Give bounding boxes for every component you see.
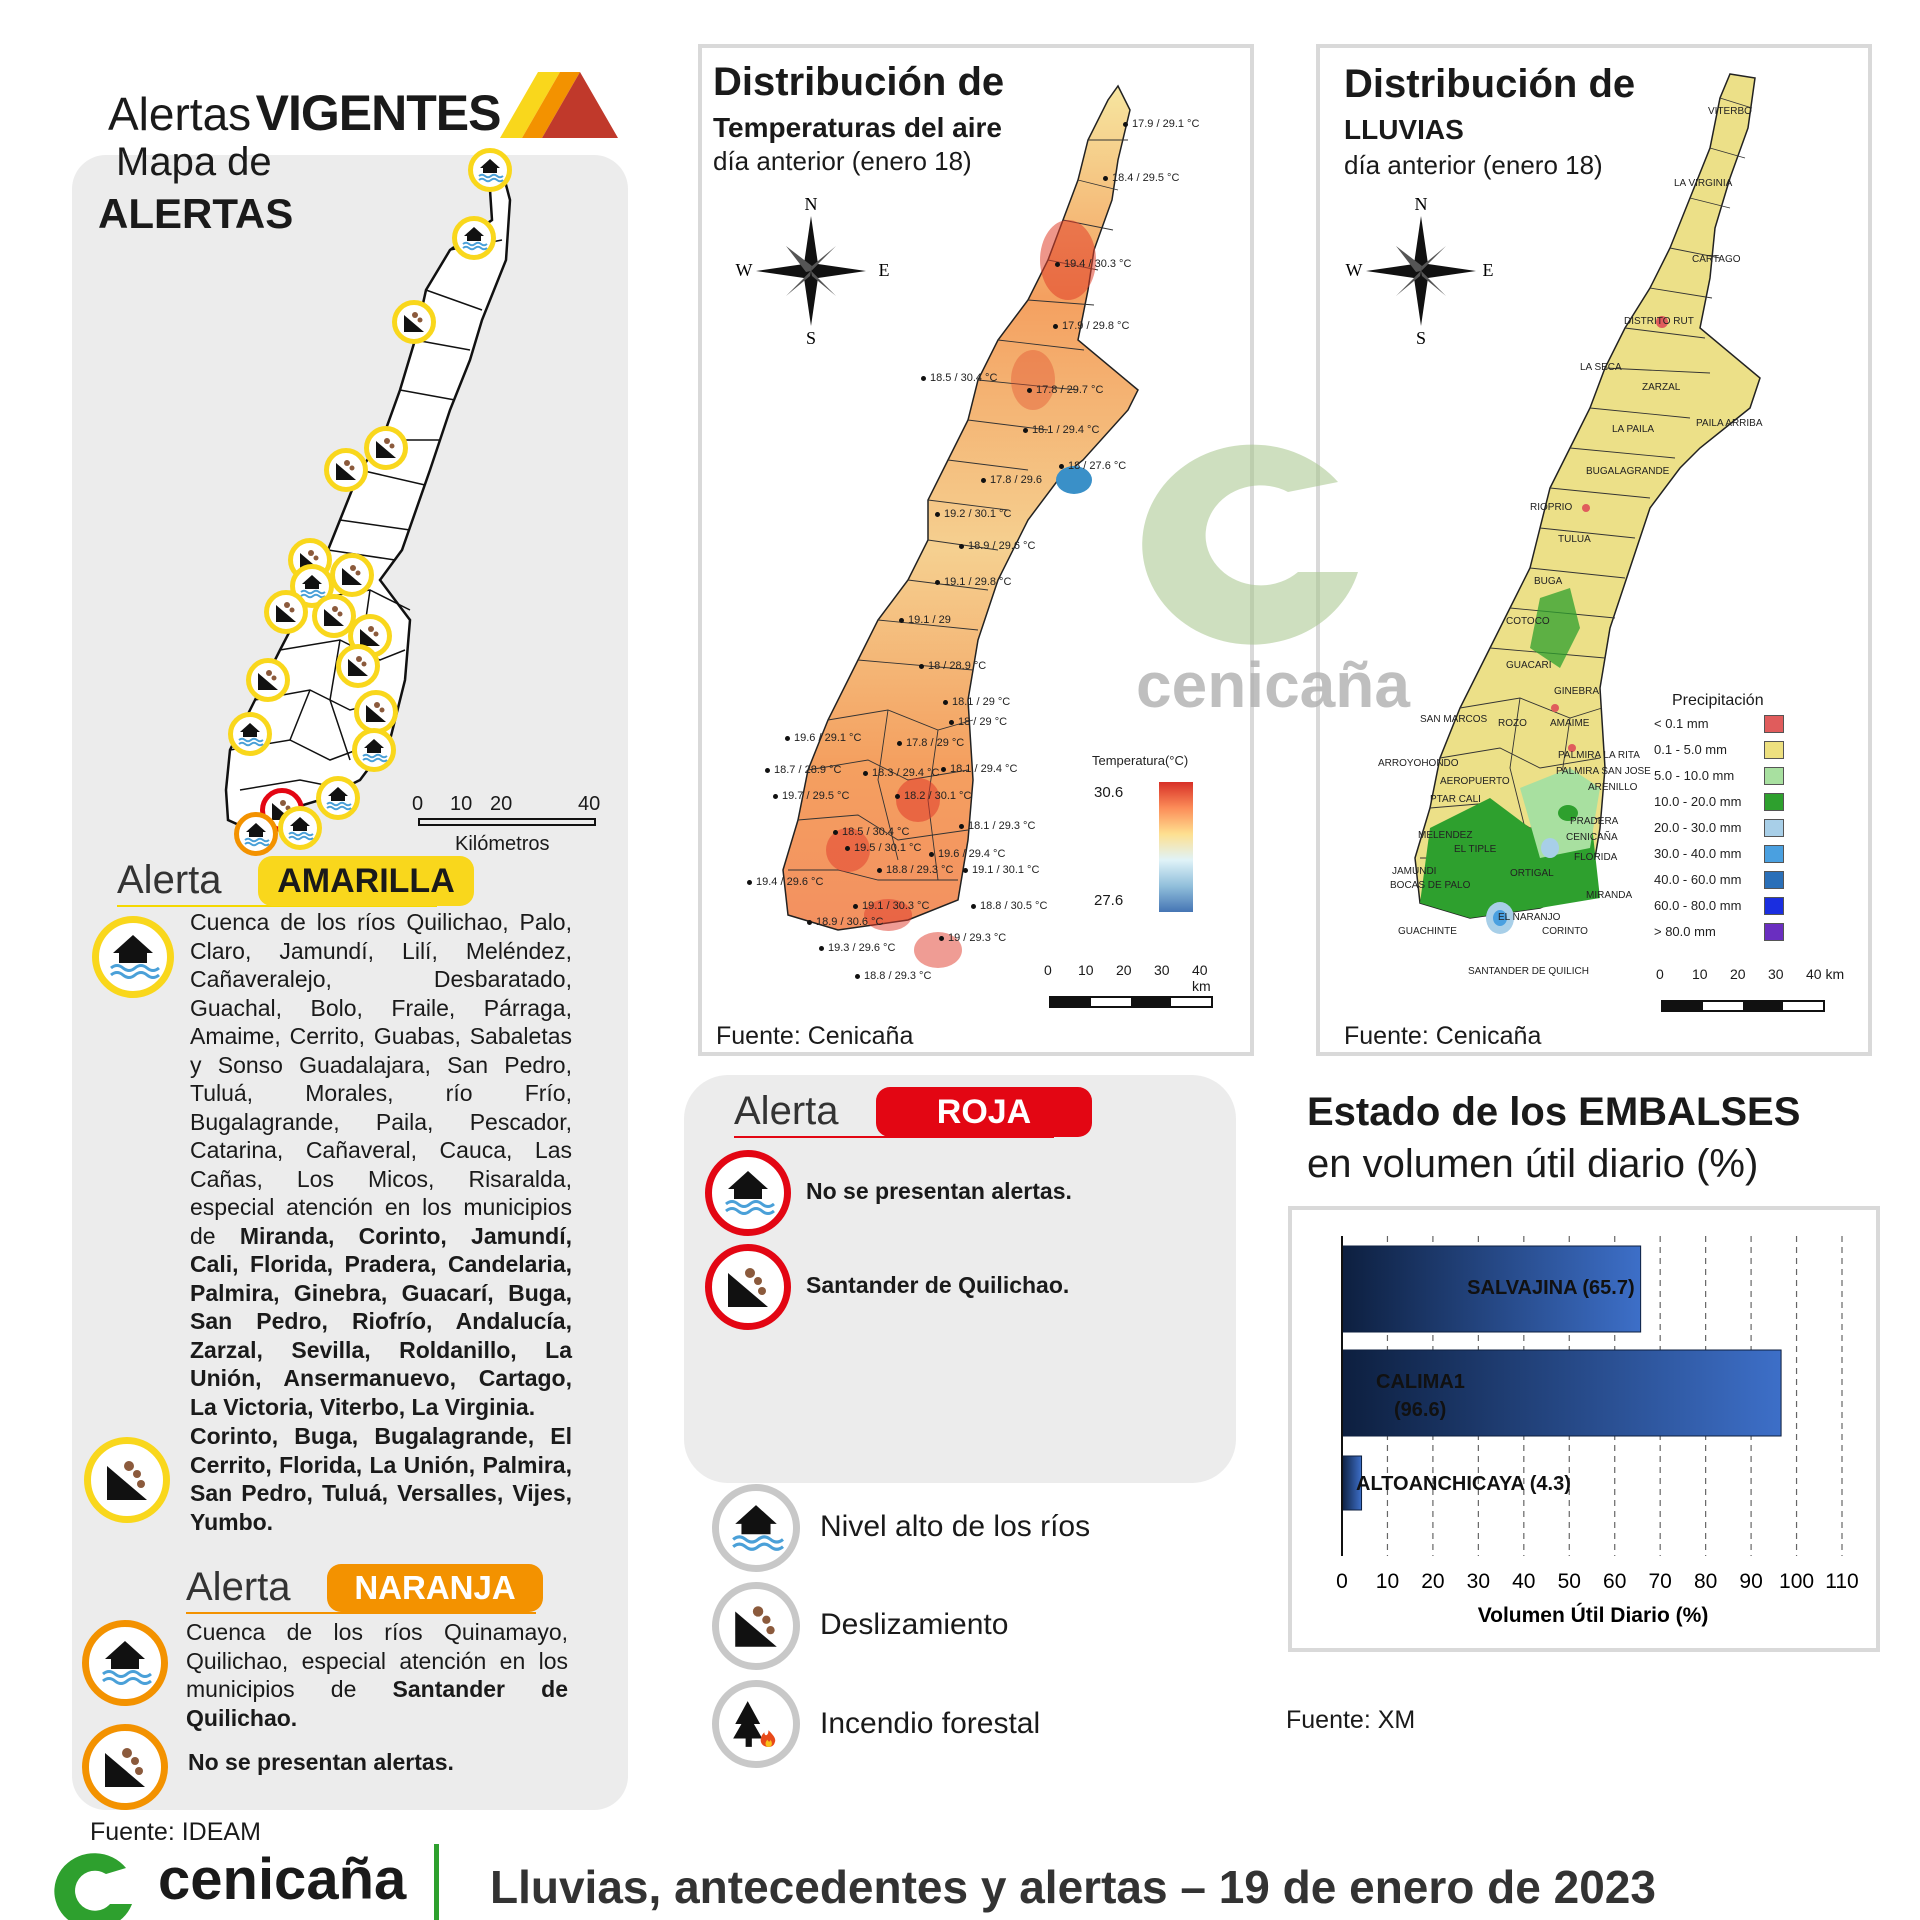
rain-scale-bar — [1652, 966, 1852, 1016]
svg-text:W: W — [1345, 260, 1363, 280]
temp-legend-title: Temperatura(°C) — [1092, 753, 1189, 768]
temp-station-dot — [895, 794, 900, 799]
temp-station-dot — [963, 868, 968, 873]
chart-data-label: ALTOANCHICAYA (4.3) — [1356, 1473, 1571, 1495]
rain-place-label: BUGALAGRANDE — [1586, 466, 1670, 477]
chart-data-label: CALIMA1 — [1376, 1371, 1465, 1393]
rain-place-label: LA VIRGINIA — [1674, 178, 1733, 189]
rain-place-label: PAILA ARRIBA — [1696, 418, 1763, 429]
chart-x-tick-label: 60 — [1603, 1570, 1627, 1593]
rain-legend-label: 60.0 - 80.0 mm — [1654, 898, 1742, 913]
map-subtitle-bold: ALERTAS — [98, 190, 294, 237]
rain-legend-swatch — [1764, 871, 1784, 889]
temp-station-label: 19.1 / 29 — [908, 614, 951, 626]
temp-station-label: 18.1 / 29.4 °C — [950, 763, 1018, 775]
temp-station-label: 17.9 / 29.8 °C — [1062, 320, 1130, 332]
roja-river-icon — [705, 1150, 791, 1236]
rain-legend-title: Precipitación — [1672, 692, 1764, 709]
rain-place-label: CENICAÑA — [1566, 832, 1618, 843]
forest-fire-icon — [729, 1697, 783, 1751]
rain-place-label: EL NARANJO — [1498, 912, 1561, 923]
svg-text:W: W — [735, 260, 753, 280]
roja-badge: ROJA — [876, 1087, 1092, 1137]
temp-station-label: 19.2 / 30.1 °C — [944, 508, 1012, 520]
temp-station-dot — [845, 846, 850, 851]
map-river-alert-marker — [352, 728, 396, 772]
temp-station-label: 18.5 / 30.4 °C — [930, 372, 998, 384]
temp-station-dot — [981, 478, 986, 483]
temp-station-dot — [959, 824, 964, 829]
temp-station-label: 18 / 28.9 °C — [928, 660, 987, 672]
rain-place-label: JAMUNDI — [1392, 866, 1437, 877]
temp-station-dot — [765, 768, 770, 773]
rain-legend-label: 10.0 - 20.0 mm — [1654, 794, 1742, 809]
temp-station-label: 18 / 29 °C — [958, 716, 1008, 728]
temp-station-label: 18 / 27.6 °C — [1068, 460, 1127, 472]
chart-x-tick-label: 0 — [1336, 1570, 1348, 1593]
rain-map-subtitle: día anterior (enero 18) — [1344, 150, 1603, 180]
chart-x-tick-label: 100 — [1779, 1570, 1815, 1593]
svg-text:S: S — [1415, 328, 1427, 348]
rain-place-label: AEROPUERTO — [1440, 776, 1510, 787]
cenicana-watermark-logo — [1138, 422, 1408, 642]
title-bold: VIGENTES — [255, 85, 501, 141]
temp-station-label: 18.3 / 29.4 °C — [872, 767, 940, 779]
temp-station-dot — [919, 664, 924, 669]
scale-bar — [418, 818, 596, 826]
rain-place-label: DISTRITO RUT — [1624, 316, 1694, 327]
chart-bar-calima1 — [1342, 1350, 1781, 1436]
temp-station-dot — [959, 544, 964, 549]
map-landslide-alert-marker — [336, 644, 380, 688]
temp-station-label: 19.5 / 30.1 °C — [854, 842, 922, 854]
scale-unit: Kilómetros — [455, 833, 550, 855]
amarilla-municipios: Miranda, Corinto, Jamundí, Cali, Florida, Pradera, Candelaria, Palmira, Ginebra, Guacarí, Buga, San Pedro, Riofrío, Andalucía, Zarzal, Sevilla, Roldanillo, La Unión, Ansermanuevo, Cartago, La Victoria, Viterbo, La Virginia. — [190, 1222, 573, 1420]
map-river-alert-marker — [228, 712, 272, 756]
temp-station-label: 19 / 29.3 °C — [948, 932, 1007, 944]
legend-fire-icon — [712, 1680, 800, 1768]
rain-legend-label: > 80.0 mm — [1654, 924, 1716, 939]
footer-title: Lluvias, antecedentes y alertas – 19 de enero de 2023 — [490, 1861, 1656, 1913]
rain-place-label: PRADERA — [1570, 816, 1619, 827]
temp-station-label: 19.4 / 29.6 °C — [756, 876, 824, 888]
rain-legend-label: 30.0 - 40.0 mm — [1654, 846, 1742, 861]
temp-legend-min: 27.6 — [1094, 892, 1124, 909]
rain-place-label: BUGA — [1534, 576, 1563, 587]
temp-station-dot — [877, 868, 882, 873]
legend-fire-label: Incendio forestal — [820, 1707, 1041, 1740]
temp-map-title: Distribución de — [713, 60, 1005, 104]
temp-station-label: 18.8 / 30.5 °C — [980, 900, 1048, 912]
temp-scale-10: 10 — [1078, 962, 1094, 978]
rain-map-source: Fuente: Cenicaña — [1344, 1022, 1542, 1050]
temp-station-label: 17.8 / 29.6 — [990, 474, 1042, 486]
rain-place-label: LA PAILA — [1612, 424, 1655, 435]
temp-station-dot — [1103, 176, 1108, 181]
amarilla-rivers: Cuenca de los ríos Quilichao, Palo, Claro, Jamundí, Lilí, Meléndez, Cañaveralejo, Desbaratado, Guachal, Bolo, Fraile, Párraga, Amaime, Cerrito, Guabas, Sabaletas y Sonso Guadalajara, San Pedro, Tuluá, Morales, río Frío, Bugalagrande, Paila, Pescador, Catarina, Cañaveral, Cauca, Las Cañas, Los Micos, Risaralda, especial atención en los municipios de — [190, 909, 572, 1249]
temp-station-label: 17.8 / 29 °C — [906, 737, 965, 749]
map-river-alert-marker — [234, 812, 278, 856]
temp-station-dot — [833, 830, 838, 835]
temp-station-dot — [1027, 388, 1032, 393]
rain-legend-swatch — [1764, 715, 1784, 733]
map-river-alert-marker — [468, 148, 512, 192]
svg-text:N: N — [804, 194, 818, 214]
chart-x-tick-label: 90 — [1739, 1570, 1763, 1593]
chart-x-tick-label: 80 — [1693, 1570, 1718, 1593]
embalses-chart — [1300, 1216, 1870, 1646]
map-landslide-alert-marker — [264, 590, 308, 634]
temp-station-label: 18.9 / 29.6 °C — [968, 540, 1036, 552]
legend-river-label: Nivel alto de los ríos — [820, 1510, 1091, 1543]
temp-station-label: 18.2 / 30.1 °C — [904, 790, 972, 802]
temp-station-label: 19.6 / 29.1 °C — [794, 732, 862, 744]
temp-station-dot — [899, 618, 904, 623]
temp-station-label: 18.1 / 29 °C — [952, 696, 1011, 708]
landslide-icon — [722, 1261, 774, 1313]
roja-rivers-text: No se presentan alertas. — [806, 1178, 1072, 1204]
rain-legend-label: 40.0 - 60.0 mm — [1654, 872, 1742, 887]
temp-station-dot — [773, 794, 778, 799]
chart-x-tick-label: 70 — [1648, 1570, 1672, 1593]
map-subtitle: Mapa de — [116, 140, 272, 184]
temp-station-dot — [935, 580, 940, 585]
chart-x-axis-label: Volumen Útil Diario (%) — [1477, 1604, 1709, 1627]
temp-station-label: 18.7 / 28.9 °C — [774, 764, 842, 776]
legend-landslide-icon — [712, 1582, 800, 1670]
legend-landslide-label: Deslizamiento — [820, 1608, 1009, 1641]
rain-legend-swatch — [1764, 845, 1784, 863]
rain-map-subtitle-bold: LLUVIAS — [1344, 114, 1464, 145]
rain-place-label: MIRANDA — [1586, 890, 1633, 901]
chart-x-tick-label: 30 — [1466, 1570, 1491, 1593]
temp-station-dot — [929, 852, 934, 857]
footer-brand: cenicaña — [158, 1847, 407, 1912]
temp-station-label: 19.3 / 29.6 °C — [828, 942, 896, 954]
amarilla-landslide-text: Corinto, Buga, Bugalagrande, El Cerrito, Florida, La Unión, Palmira, San Pedro, Tuluá, Versalles, Vijes, Yumbo. — [190, 1423, 572, 1535]
rain-place-label: SAN MARCOS — [1420, 714, 1488, 725]
naranja-landslide-text: No se presentan alertas. — [188, 1749, 454, 1775]
svg-text:S: S — [805, 328, 817, 348]
temp-scale-20: 20 — [1116, 962, 1132, 978]
temp-scale-40: 40 km — [1192, 962, 1211, 994]
svg-text:E: E — [1482, 260, 1494, 280]
embalses-title: Estado de los EMBALSES — [1307, 1090, 1801, 1134]
temp-station-label: 18.1 / 29.4 °C — [1032, 424, 1100, 436]
roja-landslide-text: Santander de Quilichao. — [806, 1272, 1070, 1298]
scale-tick-20: 20 — [490, 793, 513, 815]
temp-station-label: 18.8 / 29.3 °C — [886, 864, 954, 876]
river-flood-icon — [722, 1167, 774, 1219]
rain-place-label: ORTIGAL — [1510, 868, 1554, 879]
map-landslide-alert-marker — [364, 426, 408, 470]
temp-station-dot — [949, 720, 954, 725]
rain-place-label: VITERBO — [1708, 106, 1752, 117]
temp-station-label: 19.1 / 30.1 °C — [972, 864, 1040, 876]
rain-place-label: GUACARI — [1506, 660, 1552, 671]
rain-place-label: CARTAGO — [1692, 254, 1741, 265]
temp-station-dot — [807, 920, 812, 925]
amarilla-river-icon — [92, 916, 174, 998]
map-landslide-alert-marker — [324, 448, 368, 492]
rain-place-label: LA SECA — [1580, 362, 1622, 373]
temp-station-dot — [1055, 262, 1060, 267]
temp-station-dot — [853, 904, 858, 909]
rain-scale-10: 10 — [1692, 966, 1708, 982]
scale-tick-10: 10 — [450, 793, 473, 815]
naranja-rivers: Cuenca de los ríos Quinamayo, Quilichao, especial atención en los municipios de — [186, 1619, 568, 1702]
rain-map-title: Distribución de — [1344, 62, 1636, 106]
naranja-badge: NARANJA — [327, 1564, 543, 1612]
temp-station-dot — [819, 946, 824, 951]
temp-map-source: Fuente: Cenicaña — [716, 1022, 914, 1050]
temp-station-dot — [943, 700, 948, 705]
rain-place-label: SANTANDER DE QUILICH — [1468, 966, 1589, 977]
map-river-alert-marker — [452, 216, 496, 260]
temp-scale-0: 0 — [1044, 962, 1052, 978]
rain-place-label: ARENILLO — [1588, 782, 1638, 793]
rain-place-label: ZARZAL — [1642, 382, 1681, 393]
chart-data-label: SALVAJINA (65.7) — [1467, 1277, 1635, 1299]
source-left: Fuente: IDEAM — [90, 1818, 261, 1846]
temp-station-dot — [785, 736, 790, 741]
chart-x-tick-label: 110 — [1825, 1570, 1859, 1593]
rain-legend-swatch — [1764, 897, 1784, 915]
cenicana-watermark-text: cenicaña — [1136, 649, 1410, 721]
rain-legend-swatch — [1764, 819, 1784, 837]
naranja-label: Alerta — [186, 1565, 291, 1609]
temp-legend-max: 30.6 — [1094, 784, 1124, 801]
rain-place-label: PALMIRA LA RITA — [1558, 750, 1640, 761]
temp-station-dot — [1059, 464, 1064, 469]
amarilla-label: Alerta — [117, 858, 222, 902]
temp-station-label: 19.7 / 29.5 °C — [782, 790, 850, 802]
embalses-source: Fuente: XM — [1286, 1706, 1416, 1734]
amarilla-badge: AMARILLA — [258, 856, 474, 906]
rain-legend-label: < 0.1 mm — [1654, 716, 1709, 731]
temp-station-dot — [939, 936, 944, 941]
landslide-icon — [99, 1741, 151, 1793]
naranja-underline — [186, 1612, 536, 1614]
temp-scale-graphic — [1049, 996, 1213, 1008]
temp-station-label: 18.8 / 29.3 °C — [864, 970, 932, 982]
rain-place-label: EL TIPLE — [1454, 844, 1497, 855]
rain-place-label: RIOPRIO — [1530, 502, 1573, 513]
temp-station-label: 17.9 / 29.1 °C — [1132, 118, 1200, 130]
scale-tick-0: 0 — [412, 793, 424, 815]
rain-legend-swatch — [1764, 741, 1784, 759]
temp-station-dot — [1123, 122, 1128, 127]
map-landslide-alert-marker — [330, 553, 374, 597]
rain-place-label: PALMIRA SAN JOSE — [1556, 766, 1651, 777]
scale-bar-left — [412, 793, 608, 853]
rain-place-label: FLORIDA — [1574, 852, 1618, 863]
rain-scale-30: 30 — [1768, 966, 1784, 982]
rain-scale-20: 20 — [1730, 966, 1746, 982]
naranja-municipios: Santander de Quilichao. — [186, 1676, 568, 1731]
temp-map-subtitle-bold: Temperaturas del aire — [713, 112, 1002, 143]
temp-scale-30: 30 — [1154, 962, 1170, 978]
temp-map-subtitle: día anterior (enero 18) — [713, 146, 972, 176]
map-landslide-alert-marker — [392, 300, 436, 344]
rain-legend-swatch — [1764, 793, 1784, 811]
chart-x-tick-label: 40 — [1512, 1570, 1536, 1593]
temp-station-dot — [1053, 324, 1058, 329]
rain-legend-swatch — [1764, 923, 1784, 941]
rain-place-label: AMAIME — [1550, 718, 1590, 729]
rain-place-label: GINEBRA — [1554, 686, 1600, 697]
landslide-icon — [729, 1599, 783, 1653]
rain-place-label: ROZO — [1498, 718, 1527, 729]
svg-text:N: N — [1414, 194, 1428, 214]
rain-place-label: CORINTO — [1542, 926, 1588, 937]
rain-place-label: GUACHINTE — [1398, 926, 1457, 937]
temp-station-label: 19.6 / 29.4 °C — [938, 848, 1006, 860]
rain-place-label: PTAR CALI — [1430, 794, 1481, 805]
river-flood-icon — [107, 931, 159, 983]
temp-legend-gradient — [1159, 782, 1193, 912]
map-river-alert-marker — [316, 776, 360, 820]
temp-station-dot — [863, 771, 868, 776]
title-light: Alertas — [108, 88, 252, 140]
temp-station-label: 19.4 / 30.3 °C — [1064, 258, 1132, 270]
rain-place-label: COTOCO — [1506, 616, 1550, 627]
temp-station-label: 18.1 / 29.3 °C — [968, 820, 1036, 832]
page-title — [108, 84, 500, 142]
rain-legend-label: 0.1 - 5.0 mm — [1654, 742, 1727, 757]
rain-scale-graphic — [1661, 1000, 1825, 1012]
amarilla-landslide-icon — [84, 1437, 170, 1523]
temp-station-label: 19.1 / 29.8 °C — [944, 576, 1012, 588]
chart-x-tick-label: 50 — [1557, 1570, 1581, 1593]
map-river-alert-marker — [278, 806, 322, 850]
temp-station-dot — [897, 741, 902, 746]
naranja-river-icon — [82, 1620, 168, 1706]
temp-station-label: 18.4 / 29.5 °C — [1112, 172, 1180, 184]
chart-data-label: (96.6) — [1394, 1399, 1447, 1421]
river-flood-icon — [729, 1501, 783, 1555]
rain-legend-swatch — [1764, 767, 1784, 785]
rain-legend-label: 5.0 - 10.0 mm — [1654, 768, 1735, 783]
river-flood-icon — [99, 1637, 151, 1689]
temp-map — [778, 80, 1148, 1000]
svg-text:E: E — [878, 260, 890, 280]
triangle-logo-icon — [500, 72, 618, 138]
landslide-icon — [101, 1454, 153, 1506]
map-landslide-alert-marker — [246, 658, 290, 702]
rain-scale-40: 40 km — [1806, 966, 1845, 982]
temp-station-dot — [747, 880, 752, 885]
temp-station-dot — [935, 512, 940, 517]
temp-station-label: 19.1 / 30.3 °C — [862, 900, 930, 912]
naranja-rivers-text — [186, 1618, 568, 1732]
temp-station-dot — [921, 376, 926, 381]
rain-place-label: ARROYOHONDO — [1378, 758, 1459, 769]
temp-station-label: 17.8 / 29.7 °C — [1036, 384, 1104, 396]
temp-scale-bar — [1040, 962, 1220, 1012]
rain-place-label: MELENDEZ — [1418, 830, 1473, 841]
temp-station-label: 18.5 / 30.4 °C — [842, 826, 910, 838]
footer-divider — [434, 1844, 439, 1920]
rain-legend-label: 20.0 - 30.0 mm — [1654, 820, 1742, 835]
chart-x-tick-label: 10 — [1375, 1570, 1400, 1593]
rain-place-label: BOCAS DE PALO — [1390, 880, 1471, 891]
amarilla-rivers-text — [190, 908, 572, 1421]
roja-landslide-icon — [705, 1244, 791, 1330]
cenicana-logo-icon — [48, 1846, 144, 1920]
temp-station-dot — [855, 974, 860, 979]
temp-station-label: 18.9 / 30.6 °C — [816, 916, 884, 928]
rain-scale-0: 0 — [1656, 966, 1664, 982]
roja-label: Alerta — [734, 1089, 839, 1133]
rain-place-label: TULUA — [1558, 534, 1591, 545]
temp-station-dot — [941, 767, 946, 772]
temp-station-dot — [971, 904, 976, 909]
embalses-subtitle: en volumen útil diario (%) — [1307, 1142, 1759, 1186]
scale-tick-40: 40 — [578, 793, 601, 815]
chart-x-tick-label: 20 — [1421, 1570, 1445, 1593]
legend-river-icon — [712, 1484, 800, 1572]
naranja-landslide-icon — [82, 1724, 168, 1810]
temp-station-dot — [1023, 428, 1028, 433]
